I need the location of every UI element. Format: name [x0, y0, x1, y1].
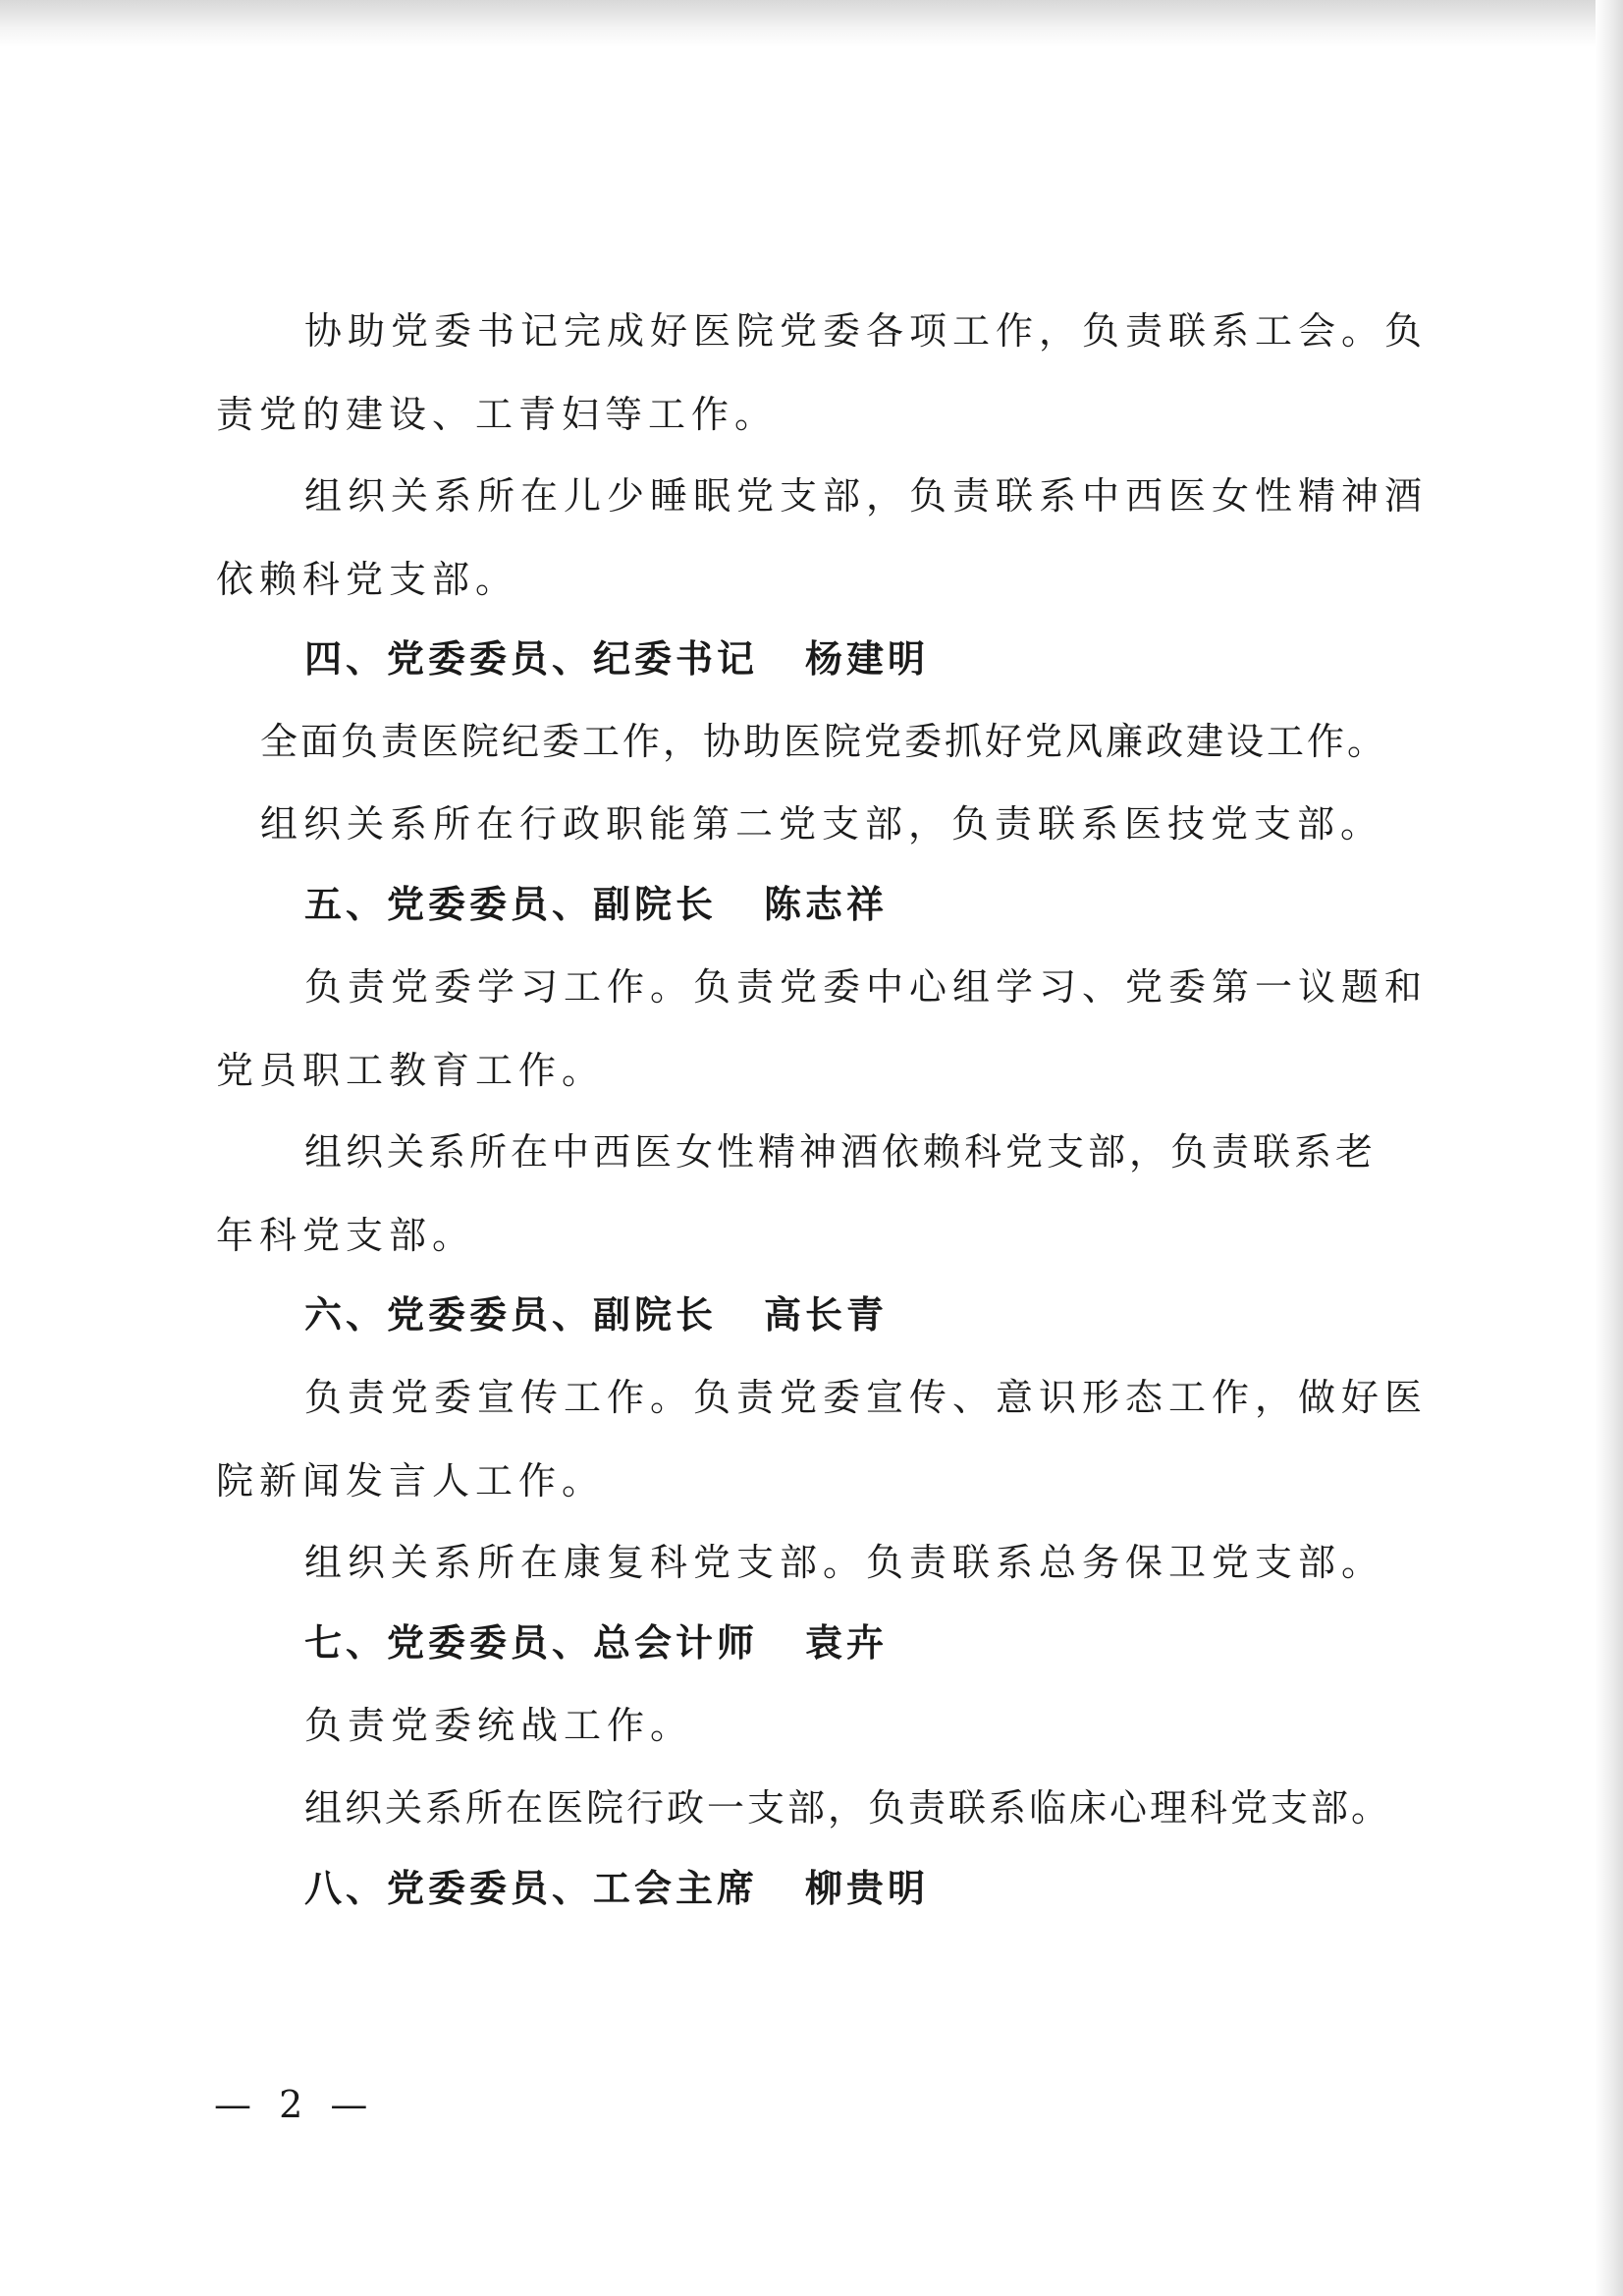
- heading-title: 五、党委委员、副院长: [304, 883, 718, 926]
- scan-shadow-right: [1596, 0, 1623, 2296]
- heading-title: 八、党委委员、工会主席: [304, 1867, 759, 1910]
- paragraph-line: 负责党委宣传工作。负责党委宣传、意识形态工作，做好医: [304, 1376, 1429, 1419]
- paragraph-line: 年科党支部。: [216, 1214, 476, 1257]
- section-heading: [304, 880, 888, 929]
- section-heading: [304, 1290, 888, 1339]
- paragraph-line: 全面负责医院纪委工作，协助医院党委抓好党风廉政建设工作。: [260, 720, 1388, 763]
- paragraph-line: 责党的建设、工青妇等工作。: [216, 393, 779, 436]
- heading-person-name: 陈志祥: [764, 883, 889, 926]
- paragraph-line: 依赖科党支部。: [216, 558, 519, 601]
- page-number: — 2 —: [214, 2083, 376, 2126]
- paragraph-line: 组织关系所在康复科党支部。负责联系总务保卫党支部。: [304, 1541, 1385, 1584]
- paragraph-line: 组织关系所在行政职能第二党支部，负责联系医技党支部。: [260, 802, 1384, 846]
- section-heading: [304, 634, 929, 683]
- section-heading: [304, 1864, 929, 1913]
- paragraph-line: 组织关系所在中西医女性精神酒依赖科党支部，负责联系老: [304, 1130, 1378, 1174]
- paragraph-line: 党员职工教育工作。: [216, 1049, 606, 1092]
- paragraph-line: 负责党委统战工作。: [304, 1704, 694, 1747]
- heading-person-name: 袁卉: [805, 1621, 889, 1665]
- heading-person-name: 高长青: [764, 1293, 889, 1337]
- section-heading: [304, 1618, 888, 1667]
- heading-title: 四、党委委员、纪委书记: [304, 637, 759, 681]
- heading-person-name: 柳贵明: [805, 1867, 930, 1910]
- heading-title: 六、党委委员、副院长: [304, 1293, 718, 1337]
- heading-person-name: 杨建明: [805, 637, 930, 681]
- heading-title: 七、党委委员、总会计师: [304, 1621, 759, 1665]
- paragraph-line: 负责党委学习工作。负责党委中心组学习、党委第一议题和: [304, 965, 1429, 1009]
- scan-shadow-top: [0, 0, 1623, 47]
- paragraph-line: 组织关系所在儿少睡眠党支部，负责联系中西医女性精神酒: [304, 474, 1429, 518]
- paragraph-line: 协助党委书记完成好医院党委各项工作，负责联系工会。负: [304, 309, 1429, 353]
- paragraph-line: 院新闻发言人工作。: [216, 1459, 606, 1503]
- paragraph-line: 组织关系所在医院行政一支部，负责联系临床心理科党支部。: [304, 1786, 1392, 1830]
